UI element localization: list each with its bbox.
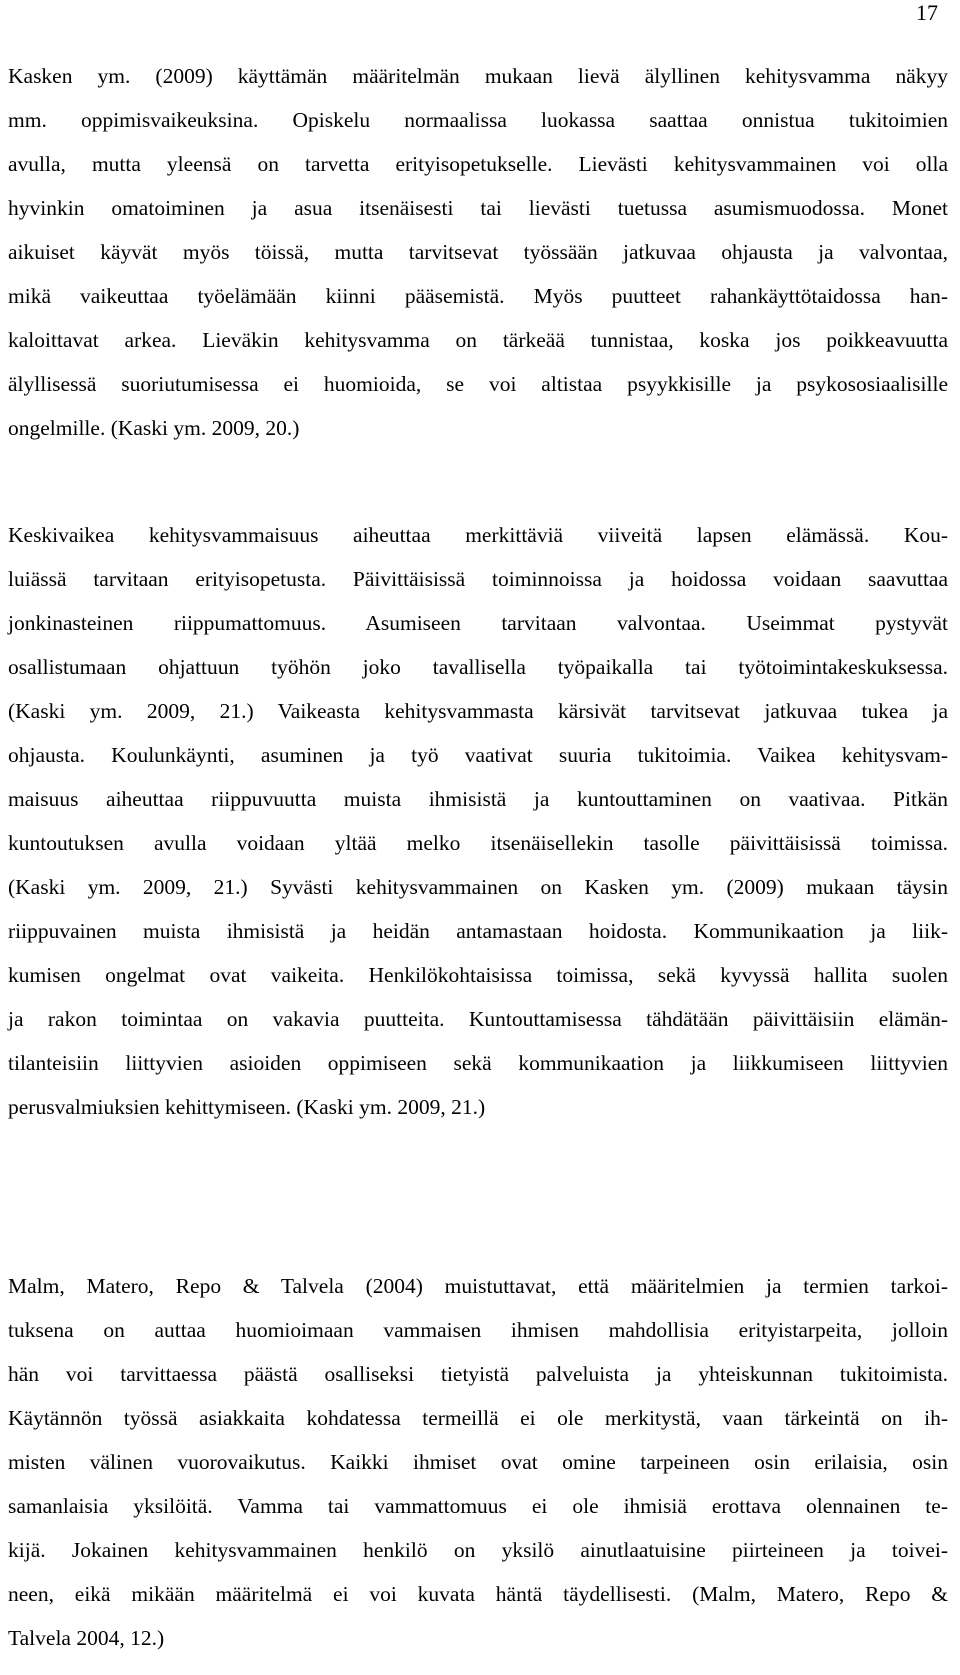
text-line: ongelmille. (Kaski ym. 2009, 20.) [8, 416, 300, 440]
text-line: avulla, mutta yleensä on tarvetta erityisopetukselle. Lievästi kehitysvammainen voi olla [8, 152, 948, 176]
text-line: tuksena on auttaa huomioimaan vammaisen ihmisen mahdollisia erityistarpeita, jolloin [8, 1318, 948, 1342]
paragraph-mild-disability [8, 54, 948, 450]
page-number: 17 [916, 0, 938, 25]
text-line: jonkinasteinen riippumattomuus. Asumiseen tarvitaan valvontaa. Useimmat pystyvät [8, 611, 948, 635]
paragraph-moderate-severe-disability [8, 513, 948, 1129]
text-line: älyllisessä suoriutumisessa ei huomioida, se voi altistaa psyykkisille ja psykososiaalisille [8, 372, 948, 396]
text-line: Kasken ym. (2009) käyttämän määritelmän mukaan lievä älyllinen kehitysvamma näkyy [8, 64, 948, 88]
text-line: ja rakon toimintaa on vakavia puutteita. Kuntouttamisessa tähdätään päivittäisiin elämän- [8, 1007, 948, 1031]
text-line: perusvalmiuksien kehittymiseen. (Kaski ym. 2009, 21.) [8, 1095, 486, 1119]
text-line: aikuiset käyvät myös töissä, mutta tarvitsevat työssään jatkuvaa ohjausta ja valvontaa, [8, 240, 948, 264]
text-line: kijä. Jokainen kehitysvammainen henkilö on yksilö ainutlaatuisine piirteineen ja toivei- [8, 1538, 948, 1562]
text-line: mm. oppimisvaikeuksina. Opiskelu normaalissa luokassa saattaa onnistua tukitoimien [8, 108, 948, 132]
text-line: kumisen ongelmat ovat vaikeita. Henkilökohtaisissa toimissa, sekä kyvyssä hallita suolen [8, 963, 948, 987]
text-line: riippuvainen muista ihmisistä ja heidän antamastaan hoidosta. Kommunikaation ja liik- [8, 919, 948, 943]
text-line: maisuus aiheuttaa riippuvuutta muista ihmisistä ja kuntouttaminen on vaativaa. Pitkän [8, 787, 948, 811]
text-line: (Kaski ym. 2009, 21.) Vaikeasta kehitysvammasta kärsivät tarvitsevat jatkuvaa tukea ja [8, 699, 948, 723]
text-line: tilanteisiin liittyvien asioiden oppimiseen sekä kommunikaation ja liikkumiseen liittyvien [8, 1051, 948, 1075]
paragraph-definitions-purpose [8, 1264, 948, 1660]
text-line: Talvela 2004, 12.) [8, 1626, 165, 1650]
text-line: neen, eikä mikään määritelmä ei voi kuvata häntä täydellisesti. (Malm, Matero, Repo & [8, 1582, 948, 1606]
text-line: Keskivaikea kehitysvammaisuus aiheuttaa merkittäviä viiveitä lapsen elämässä. Kou- [8, 523, 948, 547]
text-line: samanlaisia yksilöitä. Vamma tai vammattomuus ei ole ihmisiä erottava olennainen te- [8, 1494, 948, 1518]
text-line: kaloittavat arkea. Lieväkin kehitysvamma on tärkeää tunnistaa, koska jos poikkeavuutta [8, 328, 948, 352]
text-line: misten välinen vuorovaikutus. Kaikki ihmiset ovat omine tarpeineen osin erilaisia, osin [8, 1450, 948, 1474]
text-line: hän voi tarvittaessa päästä osalliseksi tietyistä palveluista ja yhteiskunnan tukitoimista. [8, 1362, 948, 1386]
text-line: hyvinkin omatoiminen ja asua itsenäisesti tai lievästi tuetussa asumismuodossa. Monet [8, 196, 948, 220]
text-line: Malm, Matero, Repo & Talvela (2004) muistuttavat, että määritelmien ja termien tarkoi- [8, 1274, 948, 1298]
text-line: ohjausta. Koulunkäynti, asuminen ja työ vaativat suuria tukitoimia. Vaikea kehitysvam- [8, 743, 948, 767]
text-line: luiässä tarvitaan erityisopetusta. Päivittäisissä toiminnoissa ja hoidossa voidaan saavuttaa [8, 567, 948, 591]
text-line: (Kaski ym. 2009, 21.) Syvästi kehitysvammainen on Kasken ym. (2009) mukaan täysin [8, 875, 948, 899]
text-line: Käytännön työssä asiakkaita kohdatessa termeillä ei ole merkitystä, vaan tärkeintä on ih- [8, 1406, 948, 1430]
text-line: kuntoutuksen avulla voidaan yltää melko itsenäisellekin tasolle päivittäisissä toimissa. [8, 831, 948, 855]
text-line: mikä vaikeuttaa työelämään kiinni pääsemistä. Myös puutteet rahankäyttötaidossa han- [8, 284, 948, 308]
text-line: osallistumaan ohjattuun työhön joko tavallisella työpaikalla tai työtoimintakeskuksessa. [8, 655, 948, 679]
